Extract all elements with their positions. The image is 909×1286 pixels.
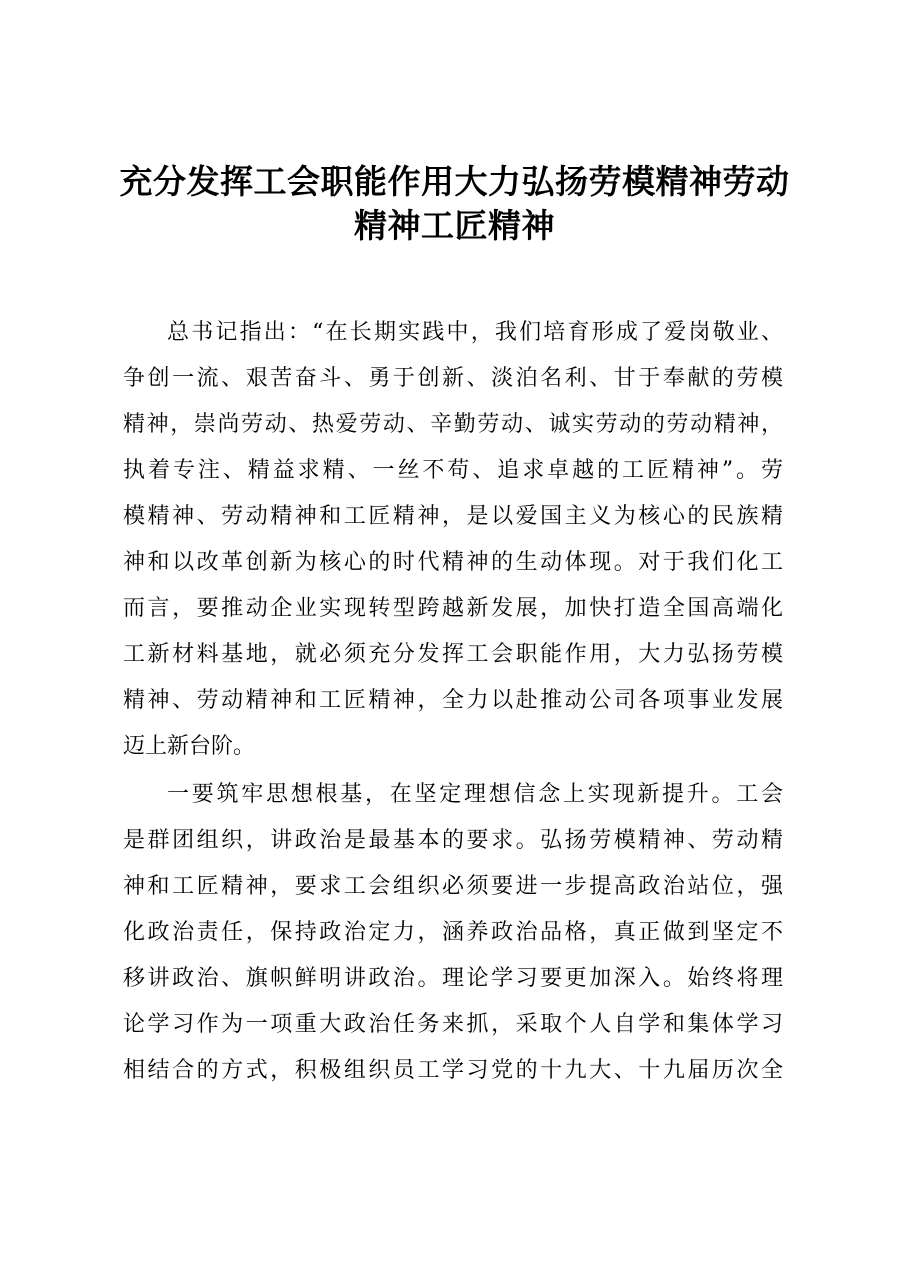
paragraph-line: 而言，要推动企业实现转型跨越新发展，加快打造全国高端化 (123, 596, 783, 621)
paragraph-2 (123, 772, 783, 1094)
paragraph-line: 执着专注、精益求精、一丝不苟、追求卓越的工匠精神”。劳 (123, 458, 783, 483)
paragraph-line: 迈上新台阶。 (123, 734, 256, 759)
paragraph-line: 工新材料基地，就必须充分发挥工会职能作用，大力弘扬劳模 (123, 642, 783, 667)
document-body (123, 310, 783, 1094)
paragraph-line: 一要筑牢思想根基，在坚定理想信念上实现新提升。工会 (167, 782, 783, 807)
paragraph-line: 争创一流、艰苦奋斗、勇于创新、淡泊名利、甘于奉献的劳模 (123, 366, 783, 391)
paragraph-line: 精神，崇尚劳动、热爱劳动、辛勤劳动、诚实劳动的劳动精神， (123, 412, 783, 437)
paragraph-line: 移讲政治、旗帜鲜明讲政治。理论学习要更加深入。始终将理 (123, 966, 783, 991)
paragraph-line: 化政治责任，保持政治定力，涵养政治品格，真正做到坚定不 (123, 920, 783, 945)
paragraph-line: 论学习作为一项重大政治任务来抓，采取个人自学和集体学习 (123, 1012, 783, 1037)
paragraph-line: 神和工匠精神，要求工会组织必须要进一步提高政治站位，强 (123, 874, 783, 899)
paragraph-line: 总书记指出：“在长期实践中，我们培育形成了爱岗敬业、 (167, 320, 783, 345)
document-title (100, 160, 809, 248)
title-line-2: 精神工匠精神 (354, 206, 555, 245)
paragraph-1 (123, 310, 783, 770)
paragraph-line: 模精神、劳动精神和工匠精神，是以爱国主义为核心的民族精 (123, 504, 783, 529)
paragraph-line: 精神、劳动精神和工匠精神，全力以赴推动公司各项事业发展 (123, 688, 783, 713)
paragraph-line: 神和以改革创新为核心的时代精神的生动体现。对于我们化工 (123, 550, 783, 575)
paragraph-line: 是群团组织，讲政治是最基本的要求。弘扬劳模精神、劳动精 (123, 828, 783, 853)
title-line-1: 充分发挥工会职能作用大力弘扬劳模精神劳动 (119, 162, 790, 201)
paragraph-line: 相结合的方式，积极组织员工学习党的十九大、十九届历次全 (123, 1058, 783, 1083)
